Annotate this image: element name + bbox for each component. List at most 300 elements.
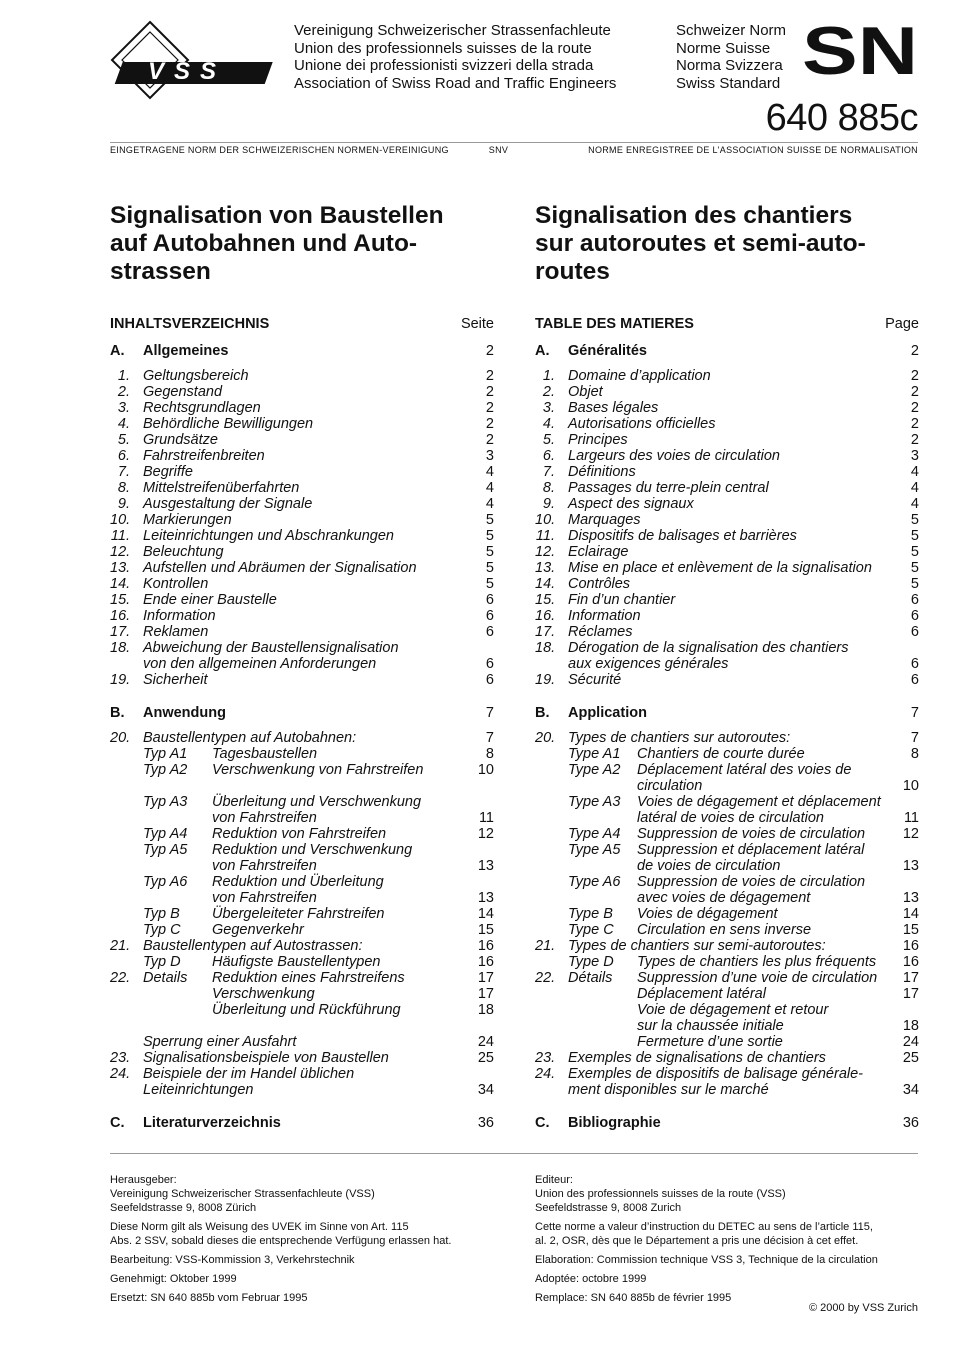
toc-entry [535, 368, 919, 384]
entry-page: 5 [910, 512, 919, 528]
toc-entry [110, 986, 494, 1002]
entry-number: 3. [542, 400, 555, 416]
sn-logo-text: SN [802, 20, 918, 80]
entry-page: 25 [477, 1050, 494, 1066]
entry-subtype: Typ A1 [143, 746, 188, 762]
registration-line [110, 145, 918, 155]
toc-entry [110, 1082, 494, 1098]
entry-title: Fermeture d’une sortie [637, 1034, 783, 1050]
toc-entry [535, 496, 919, 512]
entry-title: Information [568, 608, 641, 624]
toc-entry [110, 576, 494, 592]
registration-snv: SNV [488, 145, 509, 155]
entry-page: 2 [485, 416, 494, 432]
entry-number: 8. [117, 480, 130, 496]
entry-title: von Fahrstreifen [212, 810, 317, 826]
entry-number: 6. [542, 448, 555, 464]
spacer [110, 778, 494, 794]
toc-entry [110, 544, 494, 560]
entry-page: 18 [902, 1018, 919, 1034]
entry-subtype: Détails [568, 970, 613, 986]
imprint-paragraph [535, 1272, 925, 1286]
section-title: Anwendung [143, 705, 226, 721]
entry-title: Voie de dégagement et retour [637, 1002, 829, 1018]
entry-page: 6 [910, 608, 919, 624]
entry-number: 19. [535, 672, 556, 688]
spacer [110, 1132, 494, 1140]
entry-number: 3. [117, 400, 130, 416]
title-line: routes [535, 258, 610, 285]
section-heading [110, 1114, 494, 1132]
toc-entry [110, 1050, 494, 1066]
entry-number: 24. [110, 1066, 131, 1082]
toc-label: INHALTSVERZEICHNIS [110, 316, 270, 332]
entry-page: 5 [910, 560, 919, 576]
spacer [110, 722, 494, 730]
entry-title: Exemples de dispositifs de balisage générale- [568, 1066, 864, 1082]
norm-line: Schweizer Norm [676, 22, 787, 39]
imprint-paragraph [110, 1253, 500, 1267]
entry-page: 5 [910, 528, 919, 544]
toc-entry [110, 592, 494, 608]
spacer [535, 1132, 919, 1140]
toc-entry [110, 560, 494, 576]
title-fr [535, 202, 915, 286]
imprint-paragraph [535, 1173, 925, 1215]
toc-entry [110, 762, 494, 778]
entry-number: 5. [542, 432, 555, 448]
entry-page: 15 [902, 922, 919, 938]
toc-entry [110, 746, 494, 762]
entry-page: 6 [485, 672, 494, 688]
toc-entry [110, 922, 494, 938]
section-letter: B. [110, 705, 125, 721]
entry-title: Aspect des signaux [568, 496, 694, 512]
toc-entry [110, 368, 494, 384]
entry-subtype: Typ A4 [143, 826, 188, 842]
toc-entry [110, 416, 494, 432]
entry-number: 18. [535, 640, 556, 656]
toc-entry [110, 464, 494, 480]
imprint-line: Herausgeber: [110, 1174, 177, 1186]
entry-page: 5 [485, 576, 494, 592]
toc-entry [535, 1018, 919, 1034]
entry-number: 4. [542, 416, 555, 432]
page-column-label: Page [885, 316, 919, 332]
spacer [535, 722, 919, 730]
imprint-line: Genehmigt: Oktober 1999 [110, 1273, 237, 1285]
entry-number: 9. [542, 496, 555, 512]
entry-number: 12. [535, 544, 556, 560]
entry-number: 7. [542, 464, 555, 480]
entry-page: 6 [485, 608, 494, 624]
entry-number: 11. [110, 528, 130, 544]
imprint-line: Vereinigung Schweizerischer Strassenfachleute (VSS) [110, 1188, 375, 1200]
page-column-label: Seite [460, 316, 494, 332]
toc-entry [110, 906, 494, 922]
entry-page: 10 [477, 762, 494, 778]
toc-entry [110, 496, 494, 512]
entry-title: Häufigste Baustellentypen [212, 954, 381, 970]
entry-page: 6 [910, 656, 919, 672]
entry-subtype: Typ C [143, 922, 181, 938]
toc-entry [535, 986, 919, 1002]
imprint-paragraph [535, 1220, 925, 1248]
toc-entry [110, 672, 494, 688]
entry-subtype: Type B [568, 906, 613, 922]
toc-entry [110, 640, 494, 656]
toc-entry [535, 810, 919, 826]
entry-number: 24. [535, 1066, 556, 1082]
entry-page: 4 [910, 496, 919, 512]
toc-entry [535, 762, 919, 778]
entry-page: 16 [477, 938, 494, 954]
entry-title: latéral de voies de circulation [637, 810, 824, 826]
entry-title: Réclames [568, 624, 633, 640]
toc-entry [110, 624, 494, 640]
entry-title: Kontrollen [143, 576, 209, 592]
entry-title: Reklamen [143, 624, 209, 640]
spacer [535, 688, 919, 704]
title-line: Signalisation von Baustellen [110, 202, 444, 229]
entry-page: 3 [910, 448, 919, 464]
toc-entry [110, 970, 494, 986]
toc-entry [535, 1066, 919, 1082]
entry-number: 11. [535, 528, 555, 544]
toc-entry [110, 794, 494, 810]
entry-title: Dispositifs de balisages et barrières [568, 528, 797, 544]
entry-title: Voies de dégagement [637, 906, 778, 922]
imprint-line: Diese Norm gilt als Weisung des UVEK im Sinne von Art. 115 [110, 1221, 409, 1233]
toc-entry [535, 432, 919, 448]
norm-line: Norma Svizzera [676, 57, 783, 74]
entry-title: Suppression de voies de circulation [637, 826, 866, 842]
toc-entry [110, 938, 494, 954]
entry-title: Leiteinrichtungen [143, 1082, 254, 1098]
toc-entry [110, 954, 494, 970]
imprint-line: Ersetzt: SN 640 885b vom Februar 1995 [110, 1292, 308, 1304]
imprint-line: Seefeldstrasse 9, 8008 Zurich [535, 1202, 682, 1214]
toc-entry [535, 464, 919, 480]
title-line: Signalisation des chantiers [535, 202, 853, 229]
spacer [535, 334, 919, 342]
entry-number: 17. [110, 624, 131, 640]
entry-page: 16 [902, 938, 919, 954]
toc-entry [110, 858, 494, 874]
section-title: Allgemeines [143, 343, 229, 359]
toc-entry [110, 890, 494, 906]
entry-title: von Fahrstreifen [212, 858, 317, 874]
toc-entry [535, 640, 919, 656]
entry-number: 21. [535, 938, 556, 954]
entry-page: 2 [910, 400, 919, 416]
toc-entry [535, 672, 919, 688]
norm-line: Norme Suisse [676, 39, 771, 57]
section-letter: B. [535, 705, 550, 721]
entry-page: 8 [910, 746, 919, 762]
entry-page: 6 [485, 624, 494, 640]
entry-page: 17 [902, 986, 919, 1002]
entry-number: 22. [110, 970, 131, 986]
toc-entry [535, 624, 919, 640]
toc-entry [110, 826, 494, 842]
entry-title: Markierungen [143, 512, 232, 528]
entry-title: Fin d’un chantier [568, 592, 676, 608]
entry-page: 6 [910, 592, 919, 608]
entry-subtype: Typ D [143, 954, 181, 970]
imprint-line: al. 2, OSR, dès que le Département a pris une décision à cet effet. [535, 1235, 859, 1247]
entry-number: 18. [110, 640, 131, 656]
imprint-line: Abs. 2 SSV, sobald dieses die entsprechende Verfügung erlassen hat. [110, 1235, 452, 1247]
entry-page: 17 [477, 970, 494, 986]
entry-title: Définitions [568, 464, 636, 480]
toc-entry [110, 1034, 494, 1050]
entry-title: Gegenverkehr [212, 922, 304, 938]
entry-number: 7. [117, 464, 130, 480]
norm-number: 640 885c [765, 97, 918, 139]
toc-entry [535, 874, 919, 890]
entry-title: Suppression d’une voie de circulation [637, 970, 878, 986]
toc-entry [110, 1066, 494, 1082]
section-heading [535, 704, 919, 722]
section-heading [535, 1114, 919, 1132]
toc-entry [110, 448, 494, 464]
toc-entry [535, 544, 919, 560]
entry-title: Verschwenkung von Fahrstreifen [212, 762, 424, 778]
org-line: Vereinigung Schweizerischer Strassenfachleute [294, 22, 611, 39]
entry-page: 12 [902, 826, 919, 842]
entry-title: von den allgemeinen Anforderungen [143, 656, 377, 672]
title-de [110, 202, 490, 286]
entry-page: 5 [485, 560, 494, 576]
toc-entry [110, 810, 494, 826]
vss-logo [108, 20, 288, 102]
spacer [110, 1098, 494, 1114]
entry-title: Tagesbaustellen [212, 746, 318, 762]
toc-entry [535, 560, 919, 576]
section-letter: A. [535, 343, 550, 359]
title-line: auf Autobahnen und Auto- [110, 230, 418, 257]
entry-number: 16. [535, 608, 556, 624]
entry-page: 4 [485, 496, 494, 512]
toc-entry [535, 890, 919, 906]
section-title: Literaturverzeichnis [143, 1115, 281, 1131]
entry-title: Information [143, 608, 216, 624]
entry-page: 16 [477, 954, 494, 970]
toc-header [535, 316, 919, 334]
toc-entry [110, 384, 494, 400]
entry-page: 14 [477, 906, 494, 922]
section-page: 36 [902, 1115, 919, 1131]
section-title: Bibliographie [568, 1115, 661, 1131]
entry-page: 6 [910, 624, 919, 640]
entry-page: 11 [478, 810, 494, 826]
imprint-paragraph [110, 1173, 500, 1215]
norm-line: Swiss Standard [676, 74, 781, 92]
toc-entry [535, 954, 919, 970]
entry-number: 21. [110, 938, 131, 954]
entry-title: Rechtsgrundlagen [143, 400, 261, 416]
entry-title: Sécurité [568, 672, 622, 688]
entry-subtype: Type A2 [568, 762, 621, 778]
org-line: Union des professionnels suisses de la route [294, 39, 592, 57]
spacer [535, 1098, 919, 1114]
toc-label: TABLE DES MATIERES [535, 316, 694, 332]
toc-entry [535, 592, 919, 608]
entry-subtype: Typ A3 [143, 794, 188, 810]
spacer [110, 688, 494, 704]
entry-page: 16 [902, 954, 919, 970]
entry-title: aux exigences générales [568, 656, 729, 672]
entry-title: Suppression de voies de circulation [637, 874, 866, 890]
entry-title: Gegenstand [143, 384, 223, 400]
toc-entry [535, 576, 919, 592]
entry-page: 2 [485, 432, 494, 448]
entry-title: Objet [568, 384, 603, 400]
entry-title: Überleitung und Verschwenkung [212, 794, 422, 810]
entry-number: 12. [110, 544, 131, 560]
imprint-line: Cette norme a valeur d’instruction du DETEC au sens de l’article 115, [535, 1221, 873, 1233]
imprint-line: Remplace: SN 640 885b de février 1995 [535, 1292, 732, 1304]
entry-title: ment disponibles sur le marché [568, 1082, 769, 1098]
sn-logo [802, 20, 920, 80]
toc-entry [535, 794, 919, 810]
entry-title: Geltungsbereich [143, 368, 249, 384]
entry-number: 5. [117, 432, 130, 448]
section-letter: A. [110, 343, 125, 359]
entry-page: 15 [477, 922, 494, 938]
entry-number: 20. [110, 730, 131, 746]
entry-title: Signalisationsbeispiele von Baustellen [143, 1050, 389, 1066]
entry-page: 2 [910, 384, 919, 400]
toc-entry [535, 922, 919, 938]
entry-title: Principes [568, 432, 628, 448]
entry-number: 15. [535, 592, 556, 608]
entry-page: 2 [910, 368, 919, 384]
entry-page: 2 [910, 432, 919, 448]
entry-page: 13 [902, 890, 919, 906]
entry-title: Abweichung der Baustellensignalisation [143, 640, 399, 656]
entry-title: Contrôles [568, 576, 631, 592]
entry-number: 13. [110, 560, 131, 576]
toc-entry [535, 1082, 919, 1098]
entry-title: von Fahrstreifen [212, 890, 317, 906]
entry-page: 34 [477, 1082, 494, 1098]
entry-subtype: Type A1 [568, 746, 621, 762]
spacer [110, 360, 494, 368]
registration-fr: NORME ENREGISTREE DE L'ASSOCIATION SUISSE DE NORMALISATION [588, 145, 918, 155]
section-heading [110, 704, 494, 722]
toc-entry [535, 826, 919, 842]
entry-title: Reduktion eines Fahrstreifens [212, 970, 405, 986]
toc-entry [110, 400, 494, 416]
org-line: Unione dei professionisti svizzeri della strada [294, 57, 594, 74]
imprint-paragraph [110, 1291, 500, 1305]
toc-entry [535, 448, 919, 464]
entry-subtype: Type A6 [568, 874, 621, 890]
entry-page: 13 [477, 858, 494, 874]
entry-subtype: Typ A2 [143, 762, 188, 778]
toc-entry [110, 730, 494, 746]
spacer [110, 334, 494, 342]
header-divider [110, 142, 918, 143]
entry-title: Beispiele der im Handel üblichen [143, 1066, 355, 1082]
toc-entry [535, 842, 919, 858]
entry-page: 6 [910, 672, 919, 688]
entry-page: 8 [485, 746, 494, 762]
entry-title: Verschwenkung [212, 986, 315, 1002]
entry-title: Déplacement latéral des voies de [637, 762, 852, 778]
entry-page: 5 [485, 528, 494, 544]
entry-title: Behördliche Bewilligungen [143, 416, 314, 432]
entry-title: Types de chantiers sur semi-autoroutes: [568, 938, 826, 954]
section-heading [535, 342, 919, 360]
toc-entry [535, 480, 919, 496]
entry-title: Reduktion und Überleitung [212, 874, 384, 890]
entry-subtype: Type A4 [568, 826, 621, 842]
entry-page: 2 [485, 400, 494, 416]
toc-de [110, 316, 494, 1140]
toc-entry [535, 1034, 919, 1050]
toc-entry [110, 1002, 494, 1018]
entry-page: 5 [485, 512, 494, 528]
entry-title: Ausgestaltung der Signale [143, 496, 313, 512]
toc-entry [535, 416, 919, 432]
toc-entry [535, 938, 919, 954]
entry-number: 2. [542, 384, 555, 400]
entry-page: 4 [910, 464, 919, 480]
entry-number: 14. [535, 576, 556, 592]
toc-entry [535, 1002, 919, 1018]
entry-subtype: Typ A6 [143, 874, 188, 890]
toc-entry [535, 656, 919, 672]
entry-subtype: Typ B [143, 906, 180, 922]
entry-title: Sperrung einer Ausfahrt [143, 1034, 297, 1050]
entry-page: 10 [902, 778, 919, 794]
imprint-line: Union des professionnels suisses de la route (VSS) [535, 1188, 786, 1200]
entry-page: 3 [485, 448, 494, 464]
entry-title: Fahrstreifenbreiten [143, 448, 265, 464]
entry-page: 2 [485, 384, 494, 400]
entry-page: 17 [477, 986, 494, 1002]
section-letter: C. [110, 1115, 125, 1131]
entry-subtype: Type D [568, 954, 614, 970]
entry-title: Mise en place et enlèvement de la signalisation [568, 560, 872, 576]
entry-title: Bases légales [568, 400, 659, 416]
spacer [535, 360, 919, 368]
entry-number: 20. [535, 730, 556, 746]
imprint-line: Adoptée: octobre 1999 [535, 1273, 647, 1285]
entry-title: Suppression et déplacement latéral [637, 842, 865, 858]
section-title: Application [568, 705, 647, 721]
entry-subtype: Type C [568, 922, 614, 938]
imprint-line: Editeur: [535, 1174, 573, 1186]
section-page: 7 [485, 705, 494, 721]
entry-number: 4. [117, 416, 130, 432]
entry-page: 24 [477, 1034, 494, 1050]
entry-page: 2 [910, 416, 919, 432]
title-line: strassen [110, 258, 211, 285]
toc-entry [110, 656, 494, 672]
entry-page: 5 [485, 544, 494, 560]
imprint-line: Bearbeitung: VSS-Kommission 3, Verkehrstechnik [110, 1254, 355, 1266]
entry-page: 4 [485, 464, 494, 480]
toc-entry [535, 778, 919, 794]
entry-number: 16. [110, 608, 131, 624]
vss-logo-text: VSS [148, 58, 227, 85]
toc-entry [535, 858, 919, 874]
entry-title: Beleuchtung [143, 544, 224, 560]
